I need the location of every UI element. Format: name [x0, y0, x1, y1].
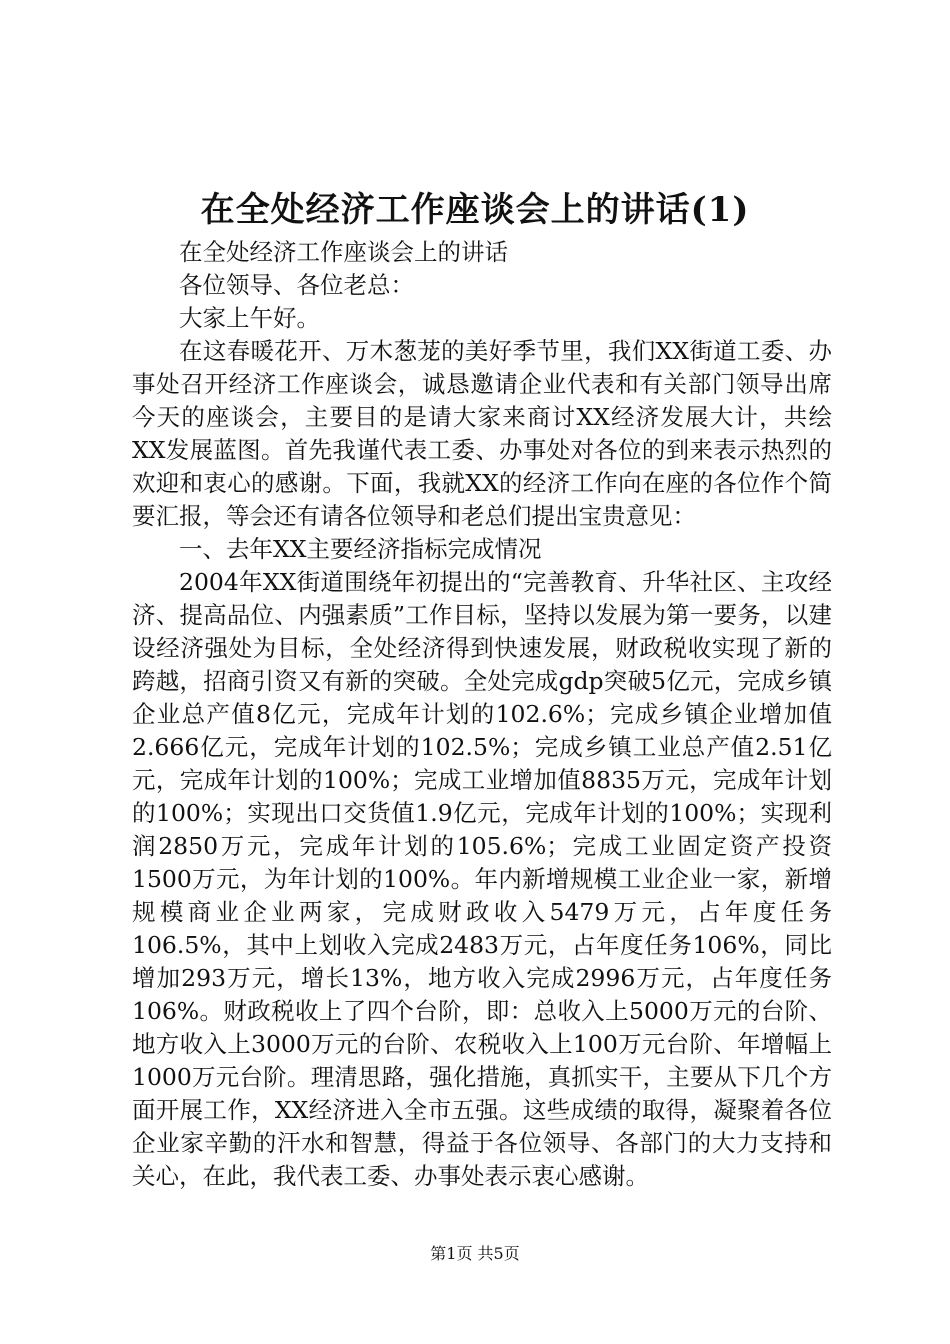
section-heading: 一、去年XX主要经济指标完成情况: [179, 535, 542, 563]
paragraph-intro: 在这春暖花开、万木葱茏的美好季节里，我们XX街道工委、办事处召开经济工作座谈会，诚恳邀请企业代表和有关部门领导出席今天的座谈会，主要目的是请大家来商讨XX经济发展大计，共绘XX发展蓝图。首先我谨代表工委、办事处对各位的到来表示热烈的欢迎和衷心的感谢。下面，我就XX的经济工作向在座的各位作个简要汇报，等会还有请各位领导和老总们提出宝贵意见：: [132, 337, 832, 530]
paragraph-heading-repeat: 在全处经济工作座谈会上的讲话: [179, 238, 508, 266]
document-title: 在全处经济工作座谈会上的讲话(1): [200, 190, 750, 230]
paragraph-indicators: 2004年XX街道围绕年初提出的“完善教育、升华社区、主攻经济、提高品位、内强素质”工作目标，坚持以发展为第一要务，以建设经济强处为目标，全处经济得到快速发展，财政税收实现了新的跨越，招商引资又有新的突破。全处完成gdp突破5亿元，完成乡镇企业总产值8亿元，完成年计划的102.6%；完成乡镇企业增加值2.666亿元，完成年计划的102.5%；完成乡镇工业总产值2.51亿元，完成年计划的100%；完成工业增加值8835万元，完成年计划的100%；实现出口交货值1.9亿元，完成年计划的100%；实现利润2850万元，完成年计划的105.6%；完成工业固定资产投资1500万元，为年计划的100%。年内新增规模工业企业一家，新增规模商业企业两家，完成财政收入5479万元，占年度任务106.5%，其中上划收入完成2483万元，占年度任务106%，同比增加293万元，增长13%，地方收入完成2996万元，占年度任务106%。财政税收上了四个台阶，即：总收入上5000万元的台阶、地方收入上3000万元的台阶、农税收入上100万元台阶、年增幅上1000万元台阶。理清思路，强化措施，真抓实干，主要从下几个方面开展工作，XX经济进入全市五强。这些成绩的取得，凝聚着各位企业家辛勤的汗水和智慧，得益于各位领导、各部门的大力支持和关心，在此，我代表工委、办事处表示衷心感谢。: [132, 568, 832, 1190]
document-body: [132, 236, 832, 1193]
paragraph-greeting: 大家上午好。: [179, 304, 320, 332]
page-number: 第1页 共5页: [430, 1244, 520, 1263]
paragraph-salutation: 各位领导、各位老总：: [179, 271, 414, 299]
